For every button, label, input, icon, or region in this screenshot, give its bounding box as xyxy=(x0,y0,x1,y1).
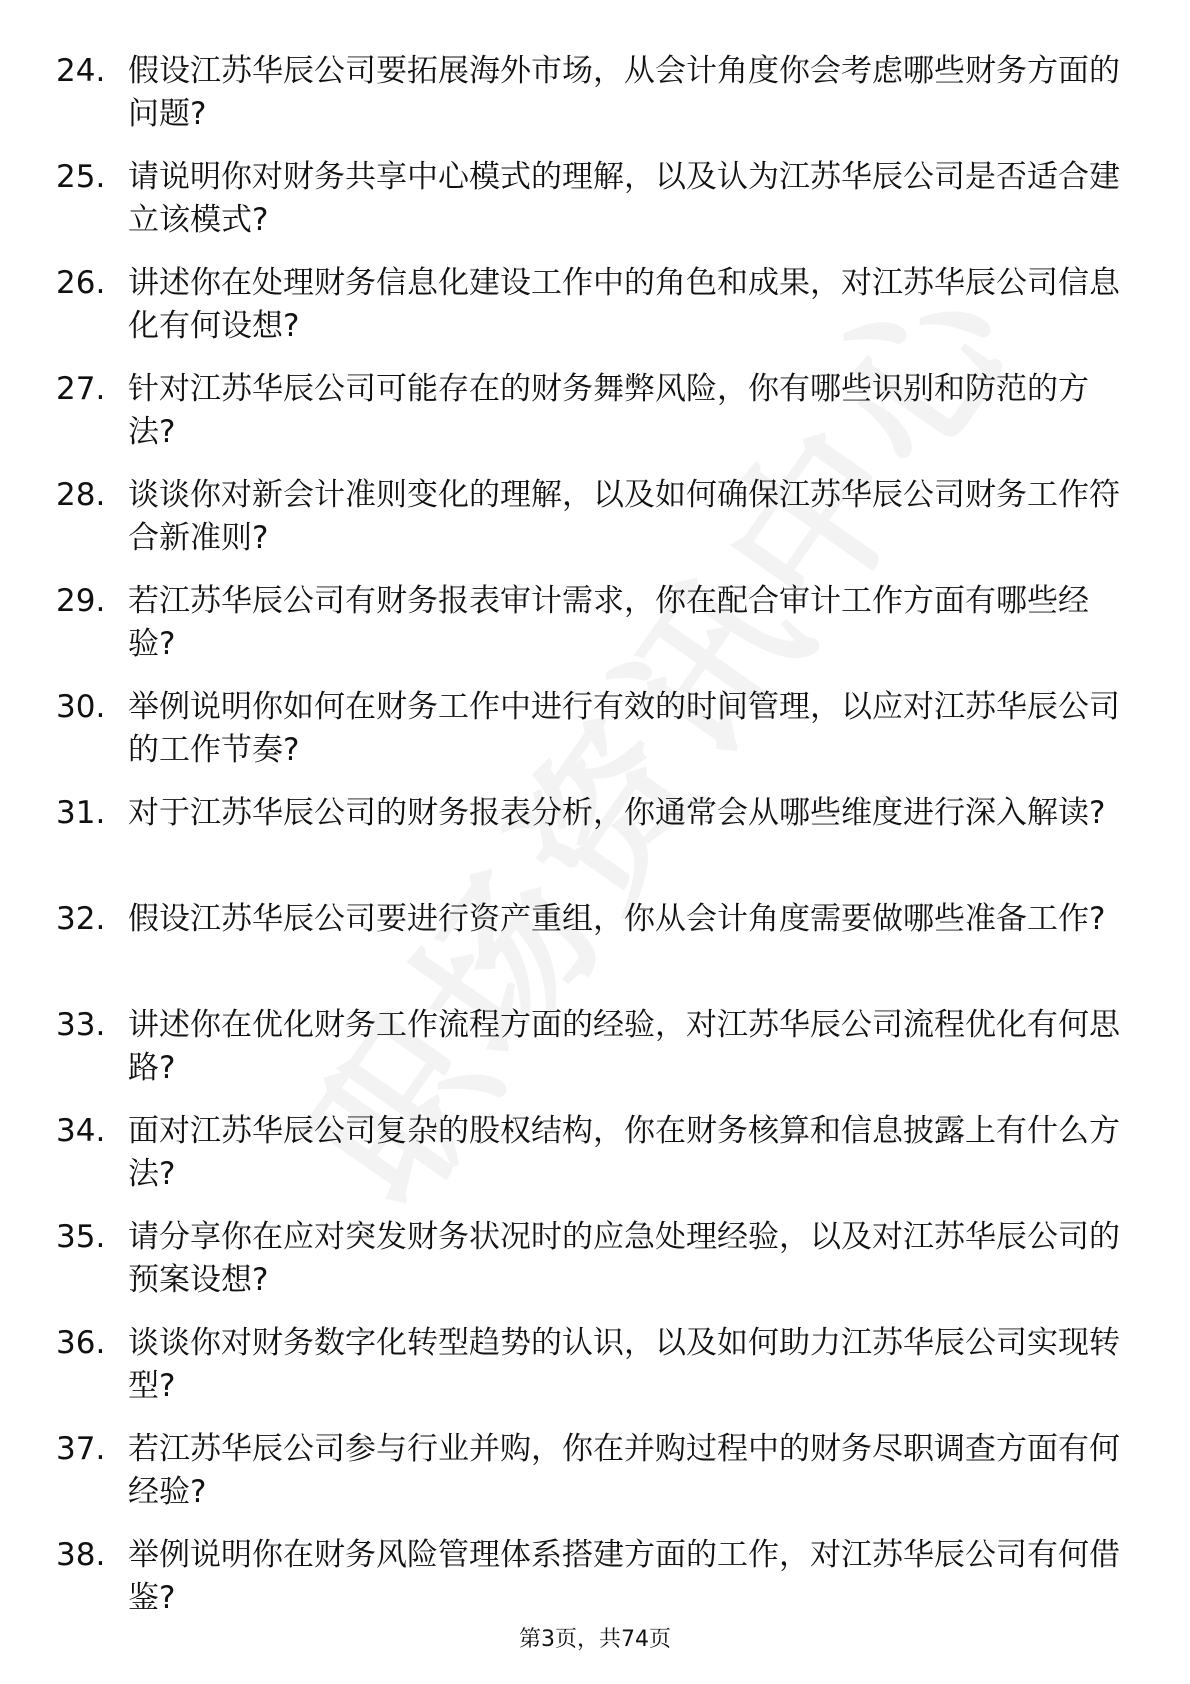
question-text: 举例说明你如何在财务工作中进行有效的时间管理，以应对江苏华辰公司的工作节奏? xyxy=(128,689,1120,768)
question-number: 29. xyxy=(56,583,106,619)
question-text: 对于江苏华辰公司的财务报表分析，你通常会从哪些维度进行深入解读? xyxy=(128,795,1106,831)
question-number: 30. xyxy=(56,689,106,725)
question-text: 针对江苏华辰公司可能存在的财务舞弊风险，你有哪些识别和防范的方法? xyxy=(128,371,1089,450)
question-text: 面对江苏华辰公司复杂的股权结构，你在财务核算和信息披露上有什么方法? xyxy=(128,1113,1120,1192)
question-number: 36. xyxy=(56,1325,106,1361)
question-text: 讲述你在处理财务信息化建设工作中的角色和成果，对江苏华辰公司信息化有何设想? xyxy=(128,265,1120,344)
question-text: 举例说明你在财务风险管理体系搭建方面的工作，对江苏华辰公司有何借鉴? xyxy=(128,1537,1120,1616)
question-number: 31. xyxy=(56,795,106,831)
question-item xyxy=(0,580,1190,666)
question-text: 请分享你在应对突发财务状况时的应急处理经验，以及对江苏华辰公司的预案设想? xyxy=(128,1219,1120,1298)
question-item xyxy=(0,50,1190,136)
question-text: 若江苏华辰公司有财务报表审计需求，你在配合审计工作方面有哪些经验? xyxy=(128,583,1089,662)
question-number: 33. xyxy=(56,1007,106,1043)
question-number: 27. xyxy=(56,371,106,407)
question-item xyxy=(0,474,1190,560)
question-item xyxy=(0,1534,1190,1620)
question-text: 讲述你在优化财务工作流程方面的经验，对江苏华辰公司流程优化有何思路? xyxy=(128,1007,1120,1086)
question-item xyxy=(0,686,1190,772)
question-item xyxy=(0,1110,1190,1196)
question-item xyxy=(0,1004,1190,1090)
question-number: 37. xyxy=(56,1431,106,1467)
question-item xyxy=(0,1322,1190,1408)
question-number: 32. xyxy=(56,901,106,937)
page-number-label: 第3页，共74页 xyxy=(519,1627,671,1652)
question-text: 假设江苏华辰公司要进行资产重组，你从会计角度需要做哪些准备工作? xyxy=(128,901,1106,937)
question-number: 38. xyxy=(56,1537,106,1573)
question-text: 若江苏华辰公司参与行业并购，你在并购过程中的财务尽职调查方面有何经验? xyxy=(128,1431,1120,1510)
question-item xyxy=(0,262,1190,348)
question-number: 35. xyxy=(56,1219,106,1255)
question-item xyxy=(0,1216,1190,1302)
question-number: 24. xyxy=(56,53,106,89)
question-number: 26. xyxy=(56,265,106,301)
question-number: 28. xyxy=(56,477,106,513)
question-item xyxy=(0,792,1190,878)
question-text: 假设江苏华辰公司要拓展海外市场，从会计角度你会考虑哪些财务方面的问题? xyxy=(128,53,1120,132)
question-text: 谈谈你对新会计准则变化的理解，以及如何确保江苏华辰公司财务工作符合新准则? xyxy=(128,477,1120,556)
question-item xyxy=(0,368,1190,454)
question-list xyxy=(0,50,1190,1640)
question-item xyxy=(0,156,1190,242)
question-item xyxy=(0,898,1190,984)
question-number: 34. xyxy=(56,1113,106,1149)
page-footer xyxy=(0,1622,1190,1653)
question-number: 25. xyxy=(56,159,106,195)
question-item xyxy=(0,1428,1190,1514)
question-text: 请说明你对财务共享中心模式的理解，以及认为江苏华辰公司是否适合建立该模式? xyxy=(128,159,1120,238)
question-text: 谈谈你对财务数字化转型趋势的认识，以及如何助力江苏华辰公司实现转型? xyxy=(128,1325,1120,1404)
